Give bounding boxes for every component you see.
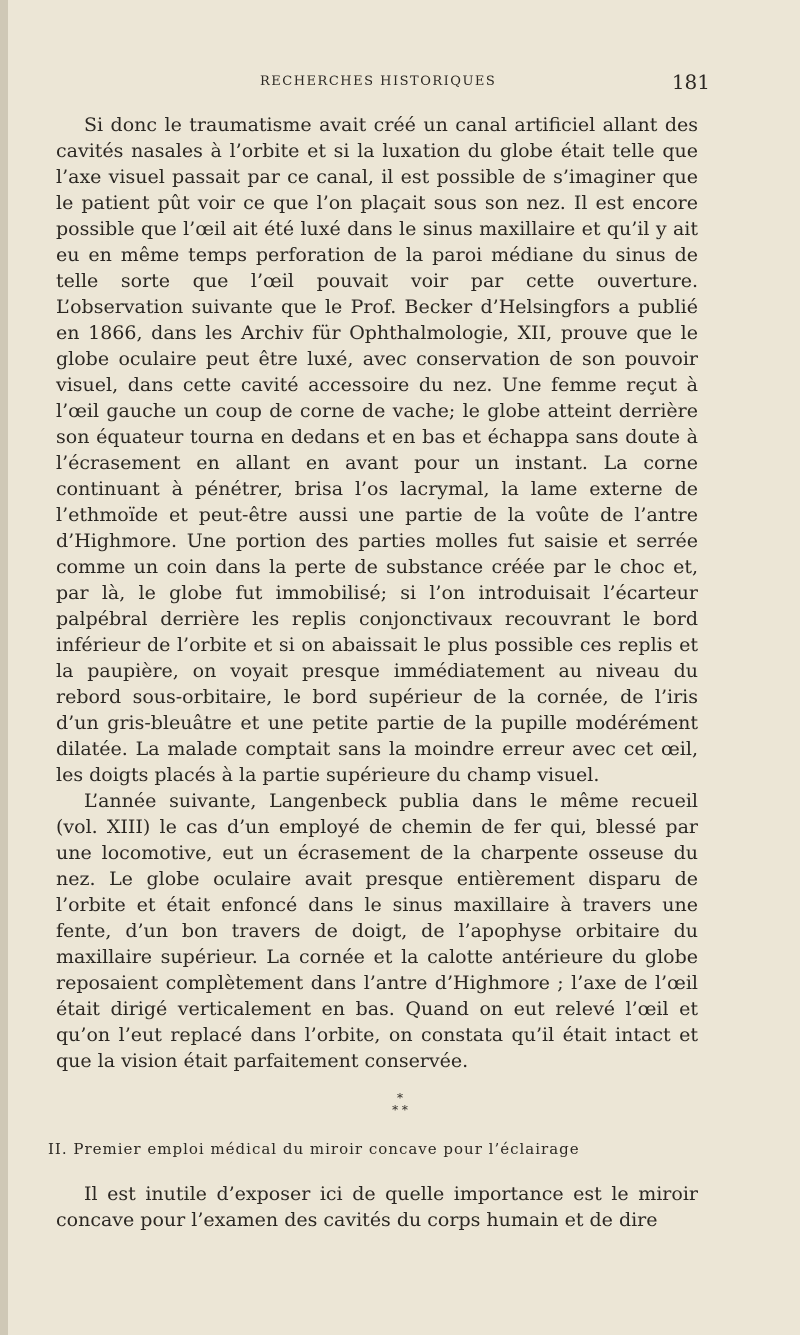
paragraph-traumatisme: Si donc le traumatisme avait créé un canal artificiel allant des cavités nasales à l’orbite et si la luxation du globe était telle que l’axe visuel passait par ce canal, il est possible de s’imaginer que le patient pût voir ce que l’on plaçait sous son nez. Il est encore possible que l’œil ait été luxé dans le sinus maxillaire et qu’il y ait eu en même temps perforation de la paroi médiane du sinus de telle sorte que l’œil pouvait voir par cette ouverture. L’observation suivante que le Prof. Becker d’Helsingfors a publié en 1866, dans les Archiv für Ophthalmologie, XII, prouve que le globe oculaire peut être luxé, avec conservation de son pouvoir visuel, dans cette cavité accessoire du nez. Une femme reçut à l’œil gauche un coup de corne de vache; le globe atteint derrière son équateur tourna en dedans et en bas et échappa sans doute à l’écrasement en allant en avant pour un instant. La corne continuant à pénétrer, brisa l’os lacrymal, la lame externe de l’ethmoïde et peut-être aussi une partie de la voûte de l’antre d’Highmore. Une portion des parties molles fut saisie et serrée comme un coin dans la perte de substance créée par le choc et, par là, le globe fut immobilisé; si l’on introduisait l’écarteur palpébral derrière les replis conjonctivaux recouvrant le bord inférieur de l’orbite et si on abaissait le plus possible ces replis et la paupière, on voyait presque immédiatement au niveau du rebord sous-orbitaire, le bord supérieur de la cornée, de l’iris d’un gris-bleuâtre et une petite partie de la pupille modérément dilatée. La malade comptait sans la moindre erreur avec cet œil, les doigts placés à la partie supérieure du champ visuel.	[56, 114, 698, 786]
asterism-top: *	[397, 1091, 403, 1105]
paragraph-langenbeck: L’année suivante, Langenbeck publia dans le même recueil (vol. XIII) le cas d’un employé de chemin de fer qui, blessé par une locomotive, eut un écrasement de la charpente osseuse du nez. Le globe oculaire avait presque entièrement disparu de l’orbite et était enfoncé dans le sinus maxillaire à travers une fente, d’un bon travers de doigt, de l’apophyse orbitaire du maxillaire supérieur. La cornée et la calotte antérieure du globe reposaient complètement dans l’antre d’Highmore ; l’axe de l’œil était dirigé verticalement en bas. Quand on eut relevé l’œil et qu’on l’eut replacé dans l’orbite, on constata qu’il était intact et que la vision était parfaitement conservée.	[56, 790, 698, 1072]
section-heading: II. Premier emploi médical du miroir concave pour l’éclairage	[48, 1140, 580, 1158]
page-number: 181	[671, 70, 710, 94]
body-text	[56, 112, 698, 1074]
asterism	[0, 1092, 800, 1116]
section-paragraph: Il est inutile d’exposer ici de quelle importance est le miroir concave pour l’examen des cavités du corps humain et de dire	[56, 1183, 698, 1231]
running-head: RECHERCHES HISTORIQUES	[260, 74, 497, 89]
page-header	[60, 72, 710, 96]
page-edge	[0, 0, 8, 1335]
asterism-bottom: * *	[392, 1103, 408, 1117]
